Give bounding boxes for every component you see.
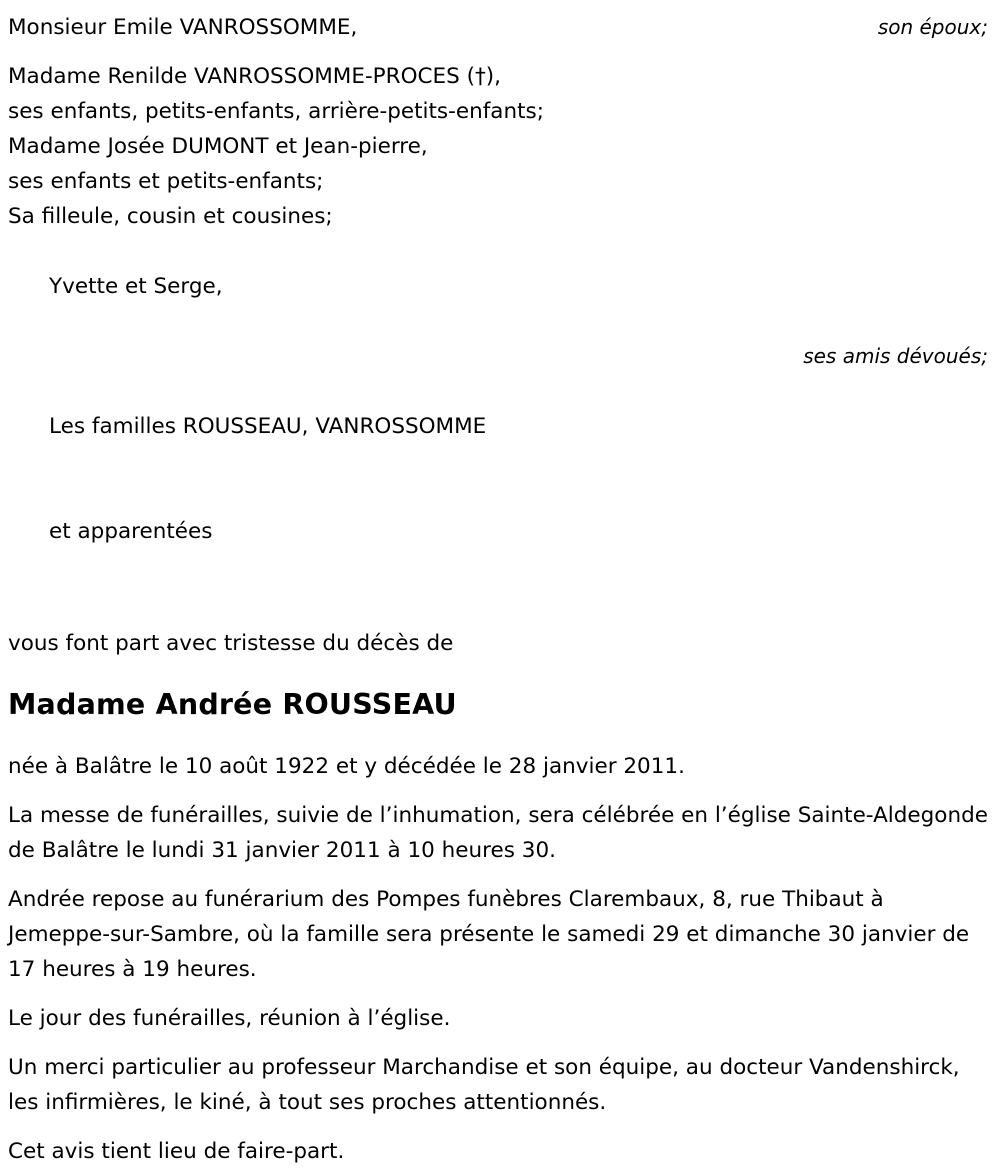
family-line <box>8 10 992 45</box>
family-list <box>8 10 992 584</box>
spacer <box>8 723 992 749</box>
family-line-text: Madame Josée DUMONT et Jean-pierre, <box>8 134 428 159</box>
detail-paragraph: La messe de funérailles, suivie de l’inhumation, sera célébrée en l’église Sainte-Aldegonde de Balâtre le lundi 31 janvier 2011 à 10 heures 30. <box>8 803 988 863</box>
detail-paragraph: Andrée repose au funérarium des Pompes funèbres Clarembaux, 8, rue Thibaut à Jemeppe-sur-Sambre, où la famille sera présente le samedi 29 et dimanche 30 janvier de 17 heures à 19 heures. <box>8 887 970 982</box>
family-line <box>8 164 992 199</box>
deceased-name: Madame Andrée ROUSSEAU <box>8 688 457 721</box>
family-line-text: ses enfants et petits-enfants; <box>8 169 324 194</box>
family-line-text: ses enfants, petits-enfants, arrière-petits-enfants; <box>8 99 544 124</box>
family-line-text: Madame Renilde VANROSSOMME-PROCES (†), <box>8 64 501 89</box>
family-line <box>8 374 992 479</box>
detail-paragraph: née à Balâtre le 10 août 1922 et y décédée le 28 janvier 2011. <box>8 754 685 779</box>
spacer <box>8 661 992 687</box>
family-line-text: Yvette et Serge, <box>49 274 223 299</box>
family-line-text: Les familles ROUSSEAU, VANROSSOMME <box>49 414 487 439</box>
detail-paragraph: Un merci particulier au professeur Marchandise et son équipe, au docteur Vandenshirck, les infirmières, le kiné, à tout ses proches attentionnés. <box>8 1055 960 1115</box>
family-line <box>8 94 992 129</box>
family-line-text: et apparentées <box>49 519 213 544</box>
detail-paragraph: Le jour des funérailles, réunion à l’église. <box>8 1006 451 1031</box>
spacer <box>8 45 992 59</box>
family-line <box>8 234 992 339</box>
family-line <box>8 479 992 584</box>
detail-paragraph: Cet avis tient lieu de faire-part. <box>8 1139 345 1164</box>
family-line <box>8 59 992 94</box>
family-line-relation: ses amis dévoués; <box>803 344 988 368</box>
announcement-line: vous font part avec tristesse du décès de <box>8 631 454 656</box>
family-line <box>8 129 992 164</box>
family-line <box>8 199 992 234</box>
family-line-text: Sa filleule, cousin et cousines; <box>8 204 333 229</box>
family-line-relation: son époux; <box>877 15 988 39</box>
family-line-text: Monsieur Emile VANROSSOMME, <box>8 15 358 40</box>
spacer <box>8 584 992 626</box>
